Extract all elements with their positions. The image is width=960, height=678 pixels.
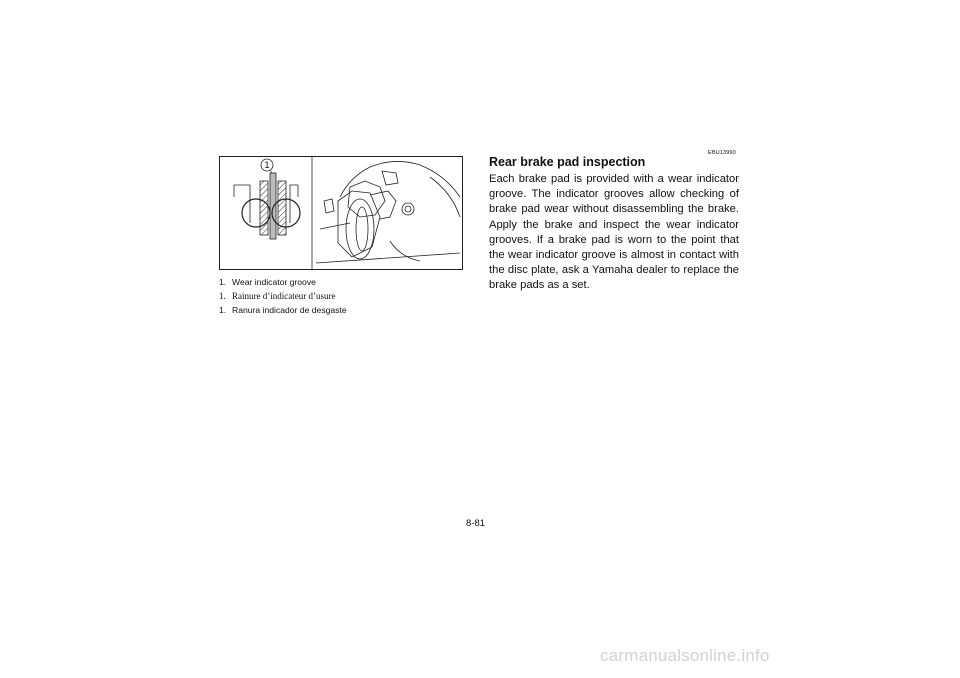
caption-text: Wear indicator groove <box>232 277 316 287</box>
caption-english <box>219 277 316 288</box>
brake-caliper-drawing <box>220 157 462 269</box>
section-body: Each brake pad is provided with a wear indicator groove. The indicator grooves allow checking of brake pad wear without disassembling the brake. Apply the brake and inspect the wear indicator grooves. If a brake pad is worn to the point that the wear indicator groove is almost in contact with the disc plate, ask a Yamaha dealer to replace the brake pads as a set. <box>489 173 739 292</box>
caption-spanish <box>219 305 347 316</box>
section-code: EBU13990 <box>708 150 736 156</box>
caliper-view <box>316 161 460 263</box>
callout-number: 1 <box>264 160 270 170</box>
caption-french <box>219 291 335 302</box>
caption-number: 1. <box>219 277 227 287</box>
caption-number: 1. <box>219 291 226 301</box>
page-number: 8-81 <box>466 518 486 529</box>
section-heading: Rear brake pad inspection <box>489 155 646 169</box>
caption-number: 1. <box>219 305 227 315</box>
caption-text: Rainure d’indicateur d’usure <box>232 291 336 301</box>
watermark: carmanualsonline.info <box>600 646 770 665</box>
brake-pad-illustration <box>219 156 463 270</box>
caption-text: Ranura indicador de desgaste <box>232 305 347 315</box>
pad-detail-inset <box>234 159 300 239</box>
